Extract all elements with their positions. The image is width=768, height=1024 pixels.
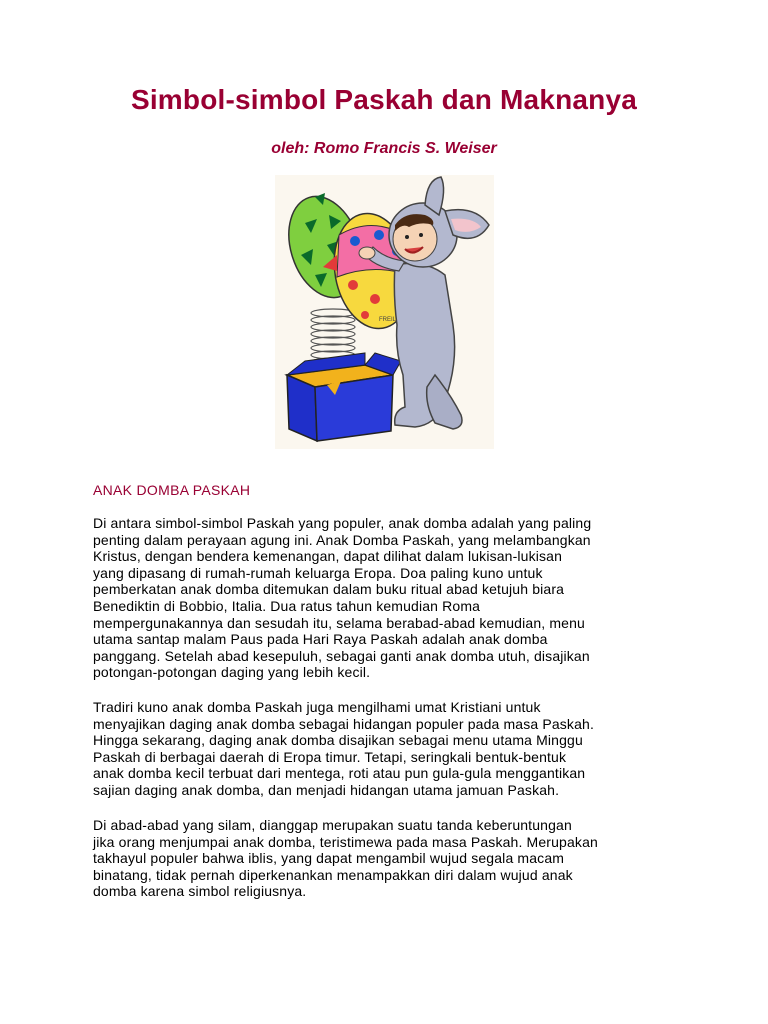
paragraph-line: menyajikan daging anak domba sebagai hidangan populer pada masa Paskah.: [93, 715, 594, 732]
paragraph-line: Kristus, dengan bendera kemenangan, dapat dilihat dalam lukisan-lukisan: [93, 548, 563, 565]
paragraph-line: Di antara simbol-simbol Paskah yang populer, anak domba adalah yang paling: [93, 515, 592, 531]
paragraph-line: potongan-potongan daging yang lebih kecil.: [93, 664, 371, 681]
paragraph-line: Hingga sekarang, daging anak domba disajikan sebagai menu utama Minggu: [93, 732, 583, 749]
paragraph-line: Tradiri kuno anak domba Paskah juga mengilhami umat Kristiani untuk: [93, 699, 541, 715]
paragraph-line: anak domba kecil terbuat dari mentega, roti atau pun gula-gula menggantikan: [93, 765, 586, 782]
paragraph-line: takhayul populer bahwa iblis, yang dapat mengambil wujud segala macam: [93, 850, 565, 867]
paragraph-1: [93, 515, 693, 681]
paragraph-line: sajian daging anak domba, dan menjadi hidangan utama jamuan Paskah.: [93, 781, 560, 798]
section-heading: ANAK DOMBA PASKAH: [93, 482, 251, 498]
paragraph-2: [93, 699, 693, 799]
paragraph-line: Paskah di berbagai daerah di Eropa timur. Tetapi, seringkali bentuk-bentuk: [93, 748, 567, 765]
paragraph-line: binatang, tidak pernah diperkenankan menampakkan diri dalam wujud anak: [93, 866, 573, 883]
paragraph-line: mempergunakannya dan sesudah itu, selama berabad-abad kemudian, menu: [93, 614, 585, 631]
paragraph-line: yang dipasang di rumah-rumah keluarga Eropa. Doa paling kuno untuk: [93, 564, 543, 581]
easter-bunny-illustration: [275, 175, 494, 449]
illustrator-signature: FREIL: [379, 317, 397, 323]
paragraph-3: [93, 817, 693, 900]
paragraph-line: domba karena simbol religiusnya.: [93, 883, 307, 900]
jack-in-the-box: [287, 353, 401, 441]
paragraph-line: Di abad-abad yang silam, dianggap merupakan suatu tanda keberuntungan: [93, 817, 572, 833]
author-byline: oleh: Romo Francis S. Weiser: [271, 140, 497, 157]
page-title: Simbol-simbol Paskah dan Maknanya: [130, 84, 638, 115]
paragraph-line: penting dalam perayaan agung ini. Anak Domba Paskah, yang melambangkan: [93, 531, 591, 548]
paragraph-line: panggang. Setelah abad kesepuluh, sebagai ganti anak domba utuh, disajikan: [93, 647, 590, 664]
paragraph-line: jika orang menjumpai anak domba, teristimewa pada masa Paskah. Merupakan: [93, 833, 598, 850]
paragraph-line: utama santap malam Paus pada Hari Raya Paskah adalah anak domba: [93, 631, 548, 648]
paragraph-line: Benediktin di Bobbio, Italia. Dua ratus tahun kemudian Roma: [93, 597, 481, 614]
paragraph-line: pemberkatan anak domba ditemukan dalam buku ritual abad ketujuh biara: [93, 581, 565, 598]
